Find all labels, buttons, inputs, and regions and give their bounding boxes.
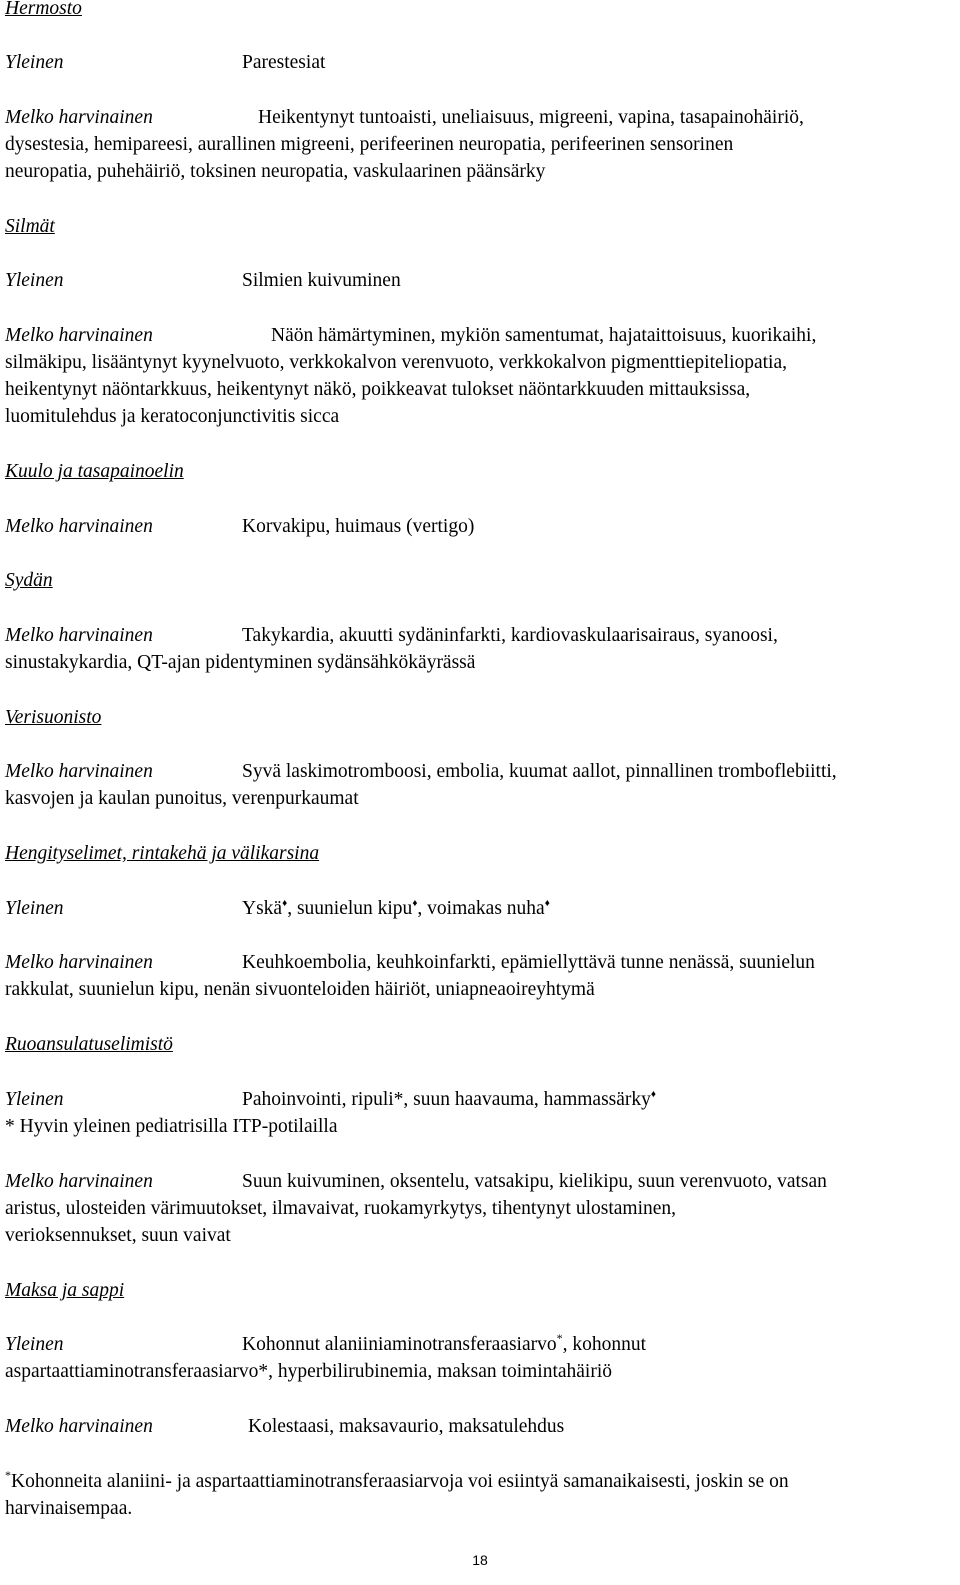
footnote-text: Kohonneita alaniini- ja aspartaattiaminotransferaasiarvoja voi esiintyä samanaikaisesti, joskin se on — [11, 1471, 789, 1492]
effect-text: Keuhkoembolia, keuhkoinfarkti, epämiellyttävä tunne nenässä, suunielun — [242, 952, 815, 973]
frequency-label-uncommon: Melko harvinainen — [5, 761, 153, 782]
effect-text — [242, 1331, 646, 1358]
frequency-label-common: Yleinen — [5, 898, 64, 919]
effect-term: , kohonnut — [562, 1334, 647, 1355]
diamond-marker-icon: ♦ — [650, 1089, 656, 1100]
effect-text: Korvakipu, huimaus (vertigo) — [242, 516, 475, 537]
pediatric-note: * Hyvin yleinen pediatrisilla ITP-potilailla — [5, 1116, 338, 1137]
frequency-label-common: Yleinen — [5, 52, 64, 73]
section-heading-hermosto: Hermosto — [5, 0, 82, 19]
effect-text: Heikentynyt tuntoaisti, uneliaisuus, migreeni, vapina, tasapainohäiriö, — [258, 107, 804, 128]
effect-term: , suunielun kipu — [287, 898, 413, 919]
effect-text: Takykardia, akuutti sydäninfarkti, kardiovaskulaarisairaus, syanoosi, — [242, 625, 778, 646]
asterisk-superscript: * — [556, 1331, 563, 1345]
diamond-marker-icon: ♦ — [412, 898, 418, 909]
effect-text: dysestesia, hemipareesi, aurallinen migreeni, perifeerinen neuropatia, perifeerinen sensorinen — [5, 134, 734, 155]
effect-term: Yskä — [242, 898, 283, 919]
frequency-label-common: Yleinen — [5, 270, 64, 291]
effect-text: neuropatia, puhehäiriö, toksinen neuropatia, vaskulaarinen päänsärky — [5, 161, 546, 182]
effect-term: Pahoinvointi, ripuli*, suun haavauma, hammassärky — [242, 1089, 651, 1110]
effect-text: heikentynyt näöntarkkuus, heikentynyt näkö, poikkeavat tulokset näöntarkkuuden mittauksissa, — [5, 379, 751, 400]
diamond-marker-icon: ♦ — [282, 898, 288, 909]
effect-text: rakkulat, suunielun kipu, nenän sivuonteloiden häiriöt, uniapneaoireyhtymä — [5, 979, 595, 1000]
section-heading-ruoansulatus: Ruoansulatuselimistö — [5, 1034, 173, 1055]
effect-text: luomitulehdus ja keratoconjunctivitis sicca — [5, 406, 340, 427]
frequency-label-uncommon: Melko harvinainen — [5, 1171, 153, 1192]
effect-text: kasvojen ja kaulan punoitus, verenpurkaumat — [5, 788, 359, 809]
footnote-marker: * — [5, 1468, 11, 1482]
effect-text: aspartaattiaminotransferaasiarvo*, hyperbilirubinemia, maksan toimintahäiriö — [5, 1361, 613, 1382]
frequency-label-uncommon: Melko harvinainen — [5, 107, 153, 128]
frequency-label-uncommon: Melko harvinainen — [5, 325, 153, 346]
footnote — [5, 1468, 789, 1495]
section-heading-verisuonisto: Verisuonisto — [5, 707, 102, 728]
effect-text: verioksennukset, suun vaivat — [5, 1225, 231, 1246]
frequency-label-common: Yleinen — [5, 1089, 64, 1110]
effect-text: Syvä laskimotromboosi, embolia, kuumat aallot, pinnallinen tromboflebiitti, — [242, 761, 837, 782]
frequency-label-common: Yleinen — [5, 1334, 64, 1355]
frequency-label-uncommon: Melko harvinainen — [5, 952, 153, 973]
page-number: 18 — [472, 1552, 488, 1568]
effect-text: Suun kuivuminen, oksentelu, vatsakipu, kielikipu, suun verenvuoto, vatsan — [242, 1171, 827, 1192]
effect-text: Kolestaasi, maksavaurio, maksatulehdus — [248, 1416, 565, 1437]
frequency-label-uncommon: Melko harvinainen — [5, 1416, 153, 1437]
frequency-label-uncommon: Melko harvinainen — [5, 516, 153, 537]
diamond-marker-icon: ♦ — [544, 898, 550, 909]
section-heading-sydan: Sydän — [5, 570, 53, 591]
effect-text: Parestesiat — [242, 52, 326, 73]
effect-term: , voimakas nuha — [417, 898, 545, 919]
section-heading-kuulo: Kuulo ja tasapainoelin — [5, 461, 184, 482]
effect-text: Silmien kuivuminen — [242, 270, 401, 291]
section-heading-silmat: Silmät — [5, 216, 55, 237]
effect-term: Kohonnut alaniiniaminotransferaasiarvo — [242, 1334, 557, 1355]
effect-text: aristus, ulosteiden värimuutokset, ilmavaivat, ruokamyrkytys, tihentynyt ulostaminen, — [5, 1198, 677, 1219]
effect-text: silmäkipu, lisääntynyt kyynelvuoto, verkkokalvon verenvuoto, verkkokalvon pigmenttiepiteliopatia, — [5, 352, 788, 373]
effect-text: sinustakykardia, QT-ajan pidentyminen sydänsähkökäyrässä — [5, 652, 476, 673]
section-heading-maksa: Maksa ja sappi — [5, 1280, 125, 1301]
effect-text — [242, 895, 550, 922]
effect-text: Näön hämärtyminen, mykiön samentumat, hajataittoisuus, kuorikaihi, — [271, 325, 817, 346]
effect-text — [242, 1086, 656, 1113]
footnote-text: harvinaisempaa. — [5, 1498, 133, 1519]
section-heading-hengityselimet: Hengityselimet, rintakehä ja välikarsina — [5, 843, 320, 864]
frequency-label-uncommon: Melko harvinainen — [5, 625, 153, 646]
